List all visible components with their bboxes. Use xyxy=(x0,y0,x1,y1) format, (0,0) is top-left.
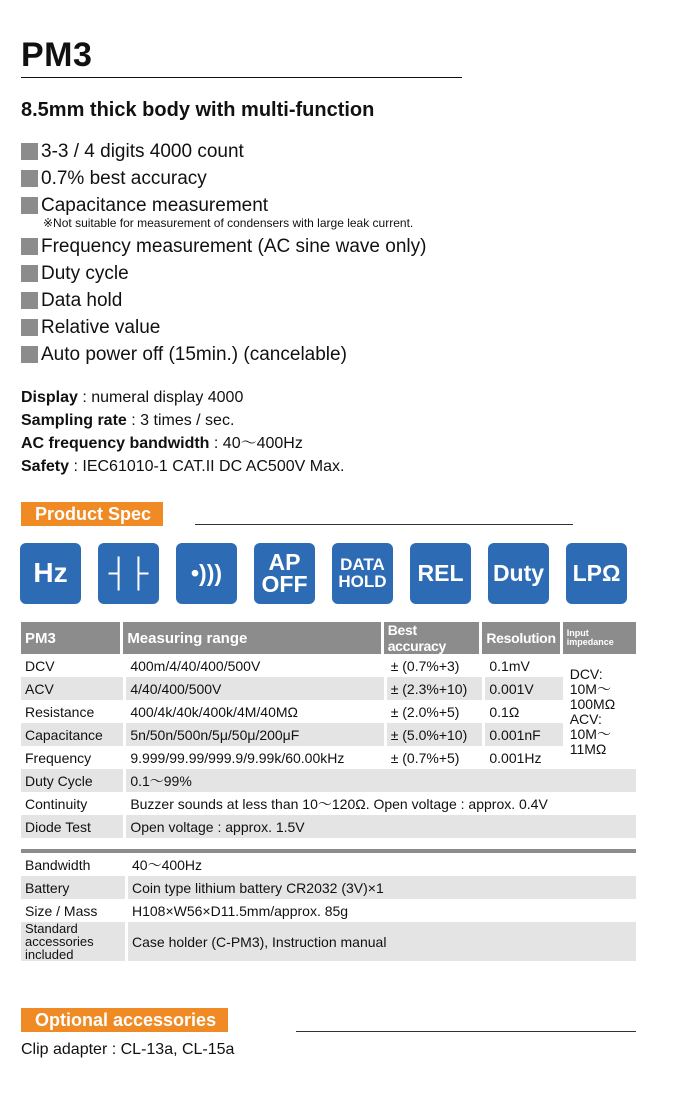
spec-line: Safety : IEC61010-1 CAT.II DC AC500V Max. xyxy=(21,458,345,475)
bullet-square-icon xyxy=(21,238,38,255)
duty-icon: Duty xyxy=(488,543,549,604)
bullet-square-icon xyxy=(21,319,38,336)
feature-item: 0.7% best accuracy xyxy=(21,165,426,192)
rel-icon: REL xyxy=(410,543,471,604)
table-row: ACV 4/40/400/500V ± (2.3%+10) 0.001V xyxy=(21,677,636,700)
header-resolution: Resolution xyxy=(482,622,562,654)
header-range: Measuring range xyxy=(123,622,383,654)
bullet-square-icon xyxy=(21,197,38,214)
impedance-cell: DCV: 10M～ 100MΩ ACV: 10M～ 11MΩ xyxy=(563,654,636,769)
table-row: Diode Test Open voltage : approx. 1.5V xyxy=(21,815,636,838)
hz-icon: Hz xyxy=(20,543,81,604)
feature-item: Capacitance measurement xyxy=(21,192,426,219)
data-hold-icon: DATA HOLD xyxy=(332,543,393,604)
title-divider xyxy=(21,77,462,78)
spec-summary xyxy=(21,386,344,478)
feature-item: Relative value xyxy=(21,314,426,341)
table-row: Continuity Buzzer sounds at less than 10～120Ω. Open voltage : approx. 0.4V xyxy=(21,792,636,815)
header-impedance: Input impedance xyxy=(563,622,636,654)
ap-off-icon: AP OFF xyxy=(254,543,315,604)
spec-line: Sampling rate : 3 times / sec. xyxy=(21,412,235,429)
spec-line: Display : numeral display 4000 xyxy=(21,389,244,406)
spec-table xyxy=(21,622,636,838)
capacitance-note: ※Not suitable for measurement of condensers with large leak current. xyxy=(43,216,414,230)
header-model: PM3 xyxy=(21,622,123,654)
optional-accessories-heading: Optional accessories xyxy=(21,1008,228,1032)
capacitor-icon: ┤├ xyxy=(98,543,159,604)
table-row: Duty Cycle 0.1～99% xyxy=(21,769,636,792)
feature-item: Auto power off (15min.) (cancelable) xyxy=(21,341,426,368)
feature-item: 3-3 / 4 digits 4000 count xyxy=(21,138,426,165)
spec-line: AC frequency bandwidth : 40～400Hz xyxy=(21,435,303,452)
table-row: Standard accessories included Case holder (C-PM3), Instruction manual xyxy=(21,922,636,961)
page-subtitle: 8.5mm thick body with multi-function xyxy=(21,99,375,121)
bullet-square-icon xyxy=(21,292,38,309)
feature-item: Frequency measurement (AC sine wave only) xyxy=(21,233,426,260)
page-title: PM3 xyxy=(21,36,93,74)
general-spec-table xyxy=(21,849,636,961)
buzzer-icon: •))) xyxy=(176,543,237,604)
table-header-row xyxy=(21,622,636,654)
bullet-square-icon xyxy=(21,143,38,160)
feature-item: Data hold xyxy=(21,287,426,314)
feature-item: Duty cycle xyxy=(21,260,426,287)
product-spec-divider xyxy=(195,524,573,525)
bullet-square-icon xyxy=(21,170,38,187)
table-row: Capacitance 5n/50n/500n/5μ/50μ/200μF ± (5.0%+10) 0.001nF xyxy=(21,723,636,746)
table-row: Size / Mass H108×W56×D11.5mm/approx. 85g xyxy=(21,899,636,922)
optional-accessories-text: Clip adapter : CL-13a, CL-15a xyxy=(21,1041,235,1058)
lpo-icon: LPΩ xyxy=(566,543,627,604)
optional-divider xyxy=(296,1031,636,1032)
bullet-square-icon xyxy=(21,346,38,363)
product-spec-heading: Product Spec xyxy=(21,502,163,526)
feature-list xyxy=(21,138,426,368)
bullet-square-icon xyxy=(21,265,38,282)
header-accuracy: Best accuracy xyxy=(384,622,483,654)
table-row: DCV 400m/4/40/400/500V ± (0.7%+3) 0.1mV DCV: 10M～ 100MΩ ACV: 10M～ 11MΩ xyxy=(21,654,636,677)
table-row: Frequency 9.999/99.99/999.9/9.99k/60.00kHz ± (0.7%+5) 0.001Hz xyxy=(21,746,636,769)
table-row: Bandwidth 40～400Hz xyxy=(21,853,636,876)
table-row: Resistance 400/4k/40k/400k/4M/40MΩ ± (2.0%+5) 0.1Ω xyxy=(21,700,636,723)
table-row: Battery Coin type lithium battery CR2032 (3V)×1 xyxy=(21,876,636,899)
function-icon-row xyxy=(20,543,627,604)
